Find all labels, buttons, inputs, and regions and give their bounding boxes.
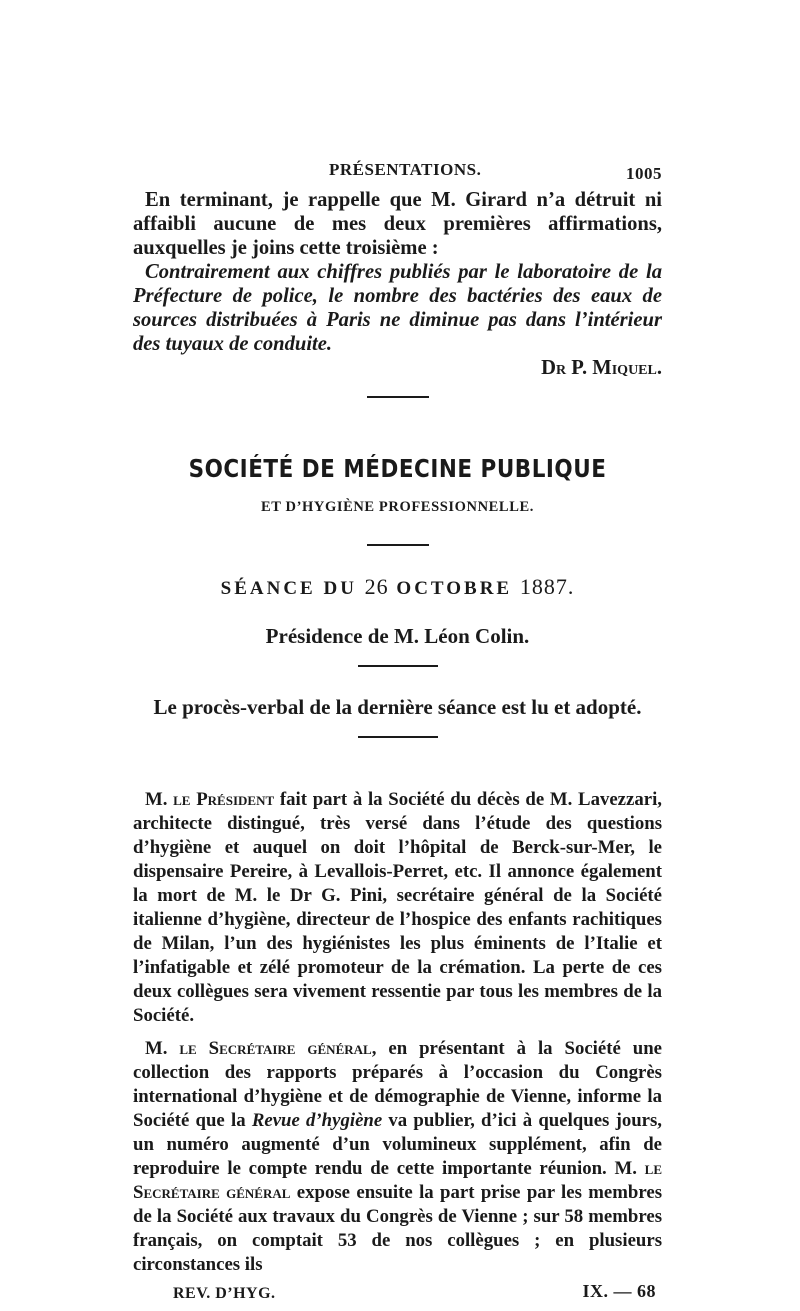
society-subtitle: ET D’HYGIÈNE PROFESSIONNELLE. (261, 499, 534, 515)
footer-journal: REV. D’HYG. (173, 1285, 276, 1302)
running-head-title: PRÉSENTATIONS. (329, 160, 482, 179)
closing-conclusion (133, 260, 662, 356)
president-lead: M. le Président (145, 789, 275, 810)
proces-verbal: Le procès-verbal de la dernière séance est lu et adopté. (153, 695, 642, 719)
page-number: 1005 (626, 164, 662, 183)
seance-year: 1887. (519, 574, 575, 599)
section-rule (358, 665, 438, 667)
seance-month: OCTOBRE (396, 578, 513, 599)
signature-name: Dr P. Miquel. (541, 357, 662, 379)
secretary-lead-2: M. le Secrétaire général (133, 1158, 662, 1203)
revue-title: Revue d’hygiène (251, 1110, 383, 1131)
signature (133, 356, 662, 380)
president-paragraph (133, 788, 662, 1028)
secretary-paragraph (133, 1037, 662, 1277)
closing-conclusion-text: Contrairement aux chiffres publiés par le laboratoire de la Préfecture de police, le nombre des bactéries des eaux de sources distribuées à Paris ne diminue pas dans l’intérieur des tuyaux de conduite. (133, 261, 662, 355)
secretary-text-a: , en présentant à la Société une collection des rapports préparés à l’occasion du Congrès international d’hygiène et de démographie de Vienne, informe la Société que la (133, 1038, 662, 1131)
section-rule (358, 736, 438, 738)
presidence: Présidence de M. Léon Colin. (265, 624, 530, 648)
secretary-text-c: expose ensuite la part prise par les membres de la Société aux travaux du Congrès de Vienne ; sur 58 membres français, on comptait 53 de nos collègues ; en plusieurs circonstances ils (133, 1182, 662, 1275)
seance-day: 26 (364, 574, 389, 599)
secretary-text-b: va publier, d’ici à quelques jours, un numéro augmenté d’un volumineux supplément, afin de reproduire le compte rendu de cette importante réunion. (133, 1110, 662, 1179)
seance-label: SÉANCE DU (220, 578, 357, 599)
section-rule (367, 544, 429, 546)
secretary-lead: M. le Secrétaire général (145, 1038, 372, 1059)
page-footer (133, 1281, 662, 1311)
society-title: SOCIÉTÉ DE MÉDECINE PUBLIQUE (188, 454, 607, 483)
footer-signature-mark: IX. — 68 (582, 1281, 656, 1301)
running-head (133, 158, 662, 188)
closing-paragraph: En terminant, je rappelle que M. Girard n’a détruit ni affaibli aucune de mes deux premières affirmations, auxquelles je joins cette troisième : (133, 189, 662, 259)
president-text: fait part à la Société du décès de M. Lavezzari, architecte distingué, très versé dans l’étude des questions d’hygiène et auquel on doit l’hôpital de Berck-sur-Mer, le dispensaire Pereire, à Levallois-Perret, etc. Il annonce également la mort de M. le Dr G. Pini, secrétaire général de la Société italienne d’hygiène, directeur de l’hospice des enfants rachitiques de Milan, l’un des hygiénistes les plus éminents de l’Italie et l’infatigable et zélé promoteur de la crémation. La perte de ces deux collègues sera vivement ressentie par tous les membres de la Société. (133, 789, 662, 1026)
section-rule (367, 396, 429, 398)
seance-date (133, 574, 662, 600)
